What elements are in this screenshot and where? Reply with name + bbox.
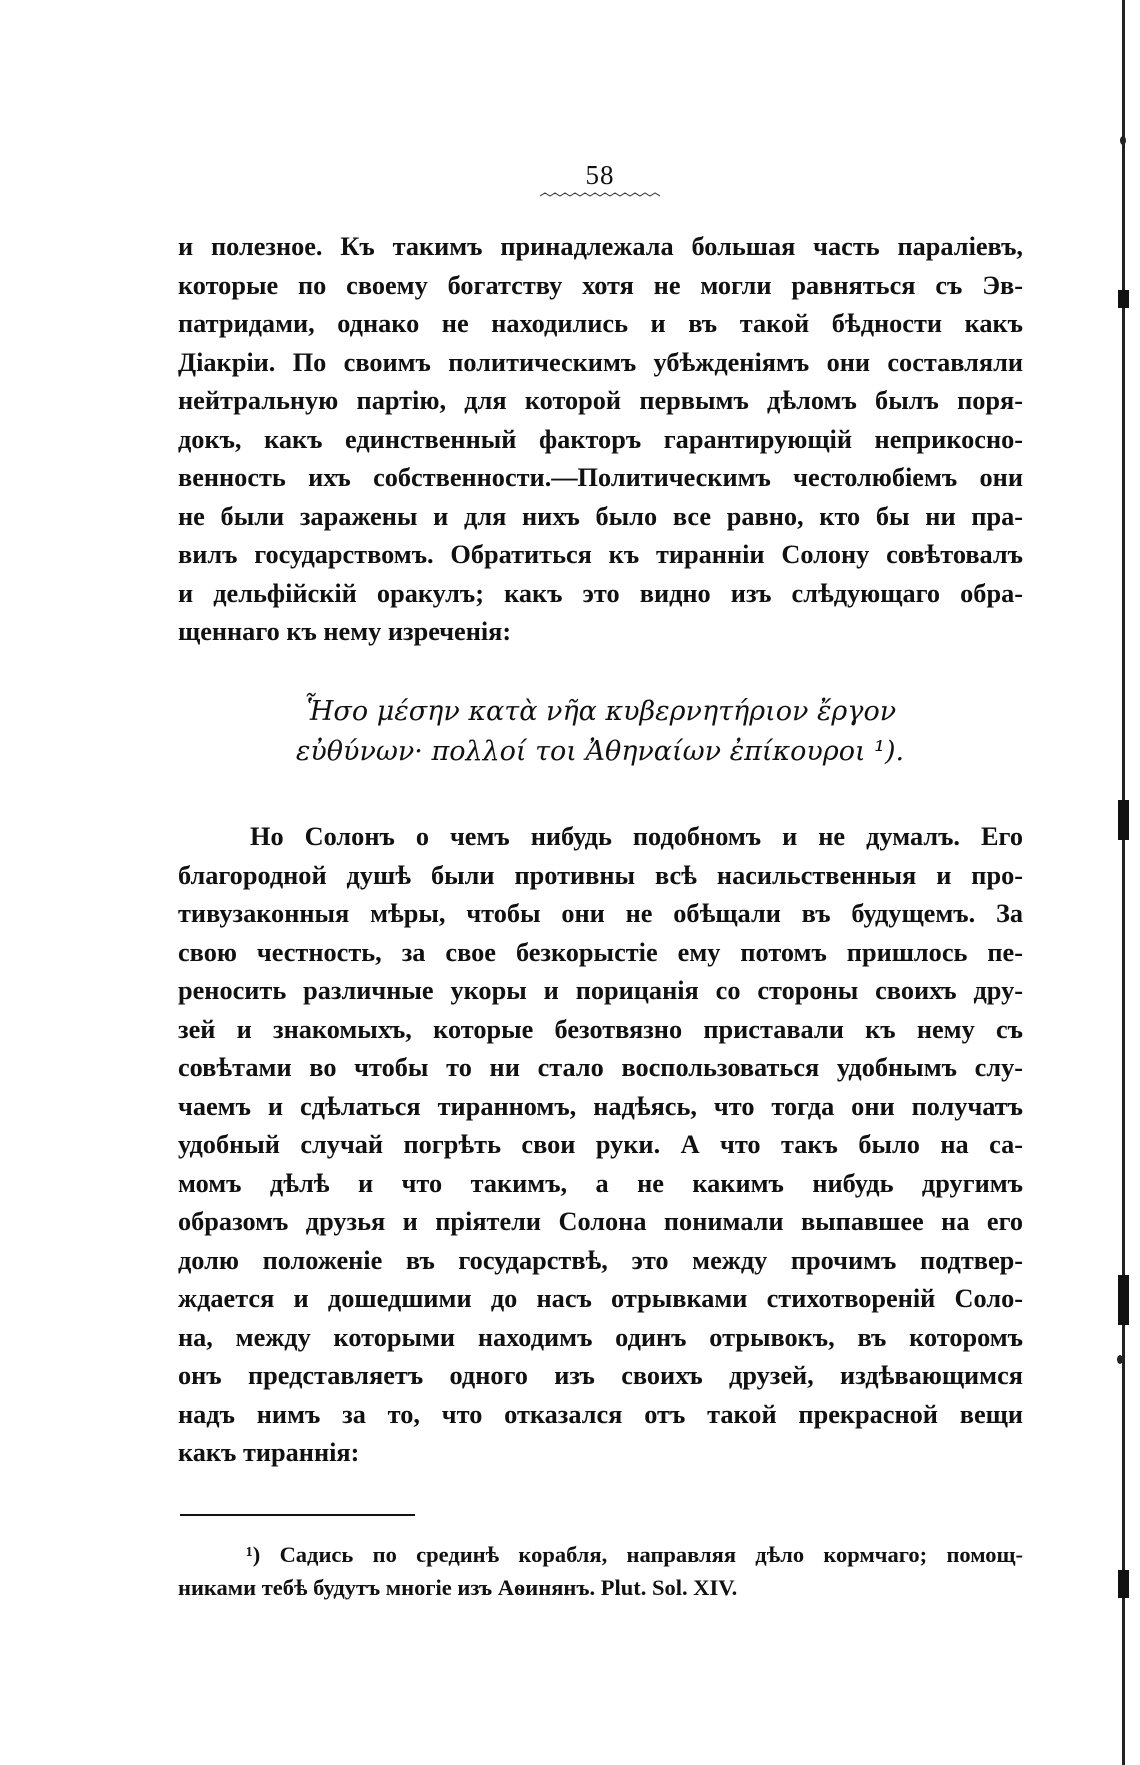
text-line: и полезное. Къ такимъ принадлежала большая часть паралiевъ,	[178, 232, 1023, 261]
text-line: чаемъ и сдѣлаться тиранномъ, надѣясь, что тогда они получатъ	[178, 1091, 1023, 1121]
text-line: нейтральную партiю, для которой первымъ дѣломъ былъ поря-	[178, 386, 1023, 415]
text-line: Но Солонъ о чемъ нибудь подобномъ и не думалъ. Его	[250, 822, 1023, 851]
page-number: 58	[585, 160, 615, 190]
footnote-reference: ¹).	[874, 736, 905, 767]
footnote-text: Садись по срединѣ корабля, направляя дѣло кормчаго; помощ-	[279, 1542, 1023, 1567]
text-line: щеннаго къ нему изреченiя:	[178, 617, 512, 646]
text-line: надъ нимъ за то, что отказался отъ такой прекрасной вещи	[178, 1399, 1023, 1429]
text-line: ждается и дошедшими до насъ отрывками стихотворенiй Соло-	[178, 1284, 1023, 1313]
greek-quote-line-2	[0, 732, 1140, 772]
text-line: благородной душѣ были противны всѣ насильственныя и про-	[178, 860, 1023, 890]
text-line: онъ представляетъ одного изъ своихъ друзей, издѣвающимся	[178, 1361, 1023, 1390]
scan-spot	[1117, 1355, 1123, 1364]
text-line: Дiакрiи. По своимъ политическимъ убѣжденiямъ они составляли	[178, 347, 1023, 377]
page-number-ornament	[540, 192, 660, 200]
edge-mark	[1118, 800, 1129, 840]
text-line: удобный случай погрѣть свои руки. А что такъ было на са-	[178, 1130, 1023, 1159]
footnote	[178, 1538, 1023, 1604]
text-line: реносить различные укоры и порицанiя со стороны своихъ дру-	[178, 976, 1023, 1005]
text-line: зей и знакомыхъ, которые безотвязно приставали къ нему съ	[178, 1014, 1023, 1044]
paragraph-1	[178, 228, 1023, 652]
greek-quote-line-1: Ἧσο μέσην κατὰ νῆα κυβερνητήριον ἔργον	[303, 696, 897, 727]
edge-mark	[1118, 290, 1129, 308]
text-line: долю положенiе въ государствѣ, это между прочимъ подтвер-	[178, 1245, 1023, 1275]
text-line: образомъ друзья и прiятели Солона понимали выпавшее на его	[178, 1207, 1023, 1236]
text-line: вилъ государствомъ. Обратиться къ тираннiи Солону совѣтовалъ	[178, 540, 1023, 569]
greek-quote-text: εὐθύνων· πολλοί τοι Ἀθηναίων ἐπίκουροι	[295, 736, 866, 767]
text-line: венность ихъ собственности.—Политическимъ честолюбiемъ они	[178, 463, 1023, 492]
text-line: которые по своему богатству хотя не могли равняться съ Эв-	[178, 270, 1023, 300]
text-line: патридами, однако не находились и въ такой бѣдности какъ	[178, 309, 1023, 338]
text-line: тивузаконныя мѣры, чтобы они не обѣщали въ будущемъ. За	[178, 899, 1023, 928]
text-line: и дельфiйскiй оракулъ; какъ это видно изъ слѣдующаго обра-	[178, 578, 1023, 608]
text-line: момъ дѣлѣ и что такимъ, а не какимъ нибудь другимъ	[178, 1168, 1023, 1198]
text-line: совѣтами во чтобы то ни стало воспользоваться удобнымъ слу-	[178, 1053, 1023, 1082]
scan-spot	[1120, 136, 1126, 145]
text-line: свою честность, за свое безкорыстiе ему потомъ пришлось пе-	[178, 937, 1023, 967]
text-line: какъ тираннiя:	[178, 1438, 360, 1467]
footnote-line: никами тебѣ будутъ многiе изъ Аѳинянъ. Plut. Sol. XIV.	[178, 1575, 738, 1600]
text-line: не были заражены и для нихъ было все равно, кто бы ни пра-	[178, 501, 1023, 531]
edge-mark	[1118, 1275, 1129, 1325]
footnote-separator	[180, 1514, 415, 1516]
page-edge-border	[1122, 0, 1125, 1765]
footnote-line	[178, 1538, 1023, 1571]
edge-mark	[1118, 1570, 1129, 1598]
paragraph-2	[178, 818, 1023, 1473]
text-line: докъ, какъ единственный факторъ гарантирующiй неприкосно-	[178, 424, 1023, 454]
text-line: на, между которыми находимъ одинъ отрывокъ, въ которомъ	[178, 1322, 1023, 1352]
footnote-marker: ¹)	[246, 1542, 261, 1567]
